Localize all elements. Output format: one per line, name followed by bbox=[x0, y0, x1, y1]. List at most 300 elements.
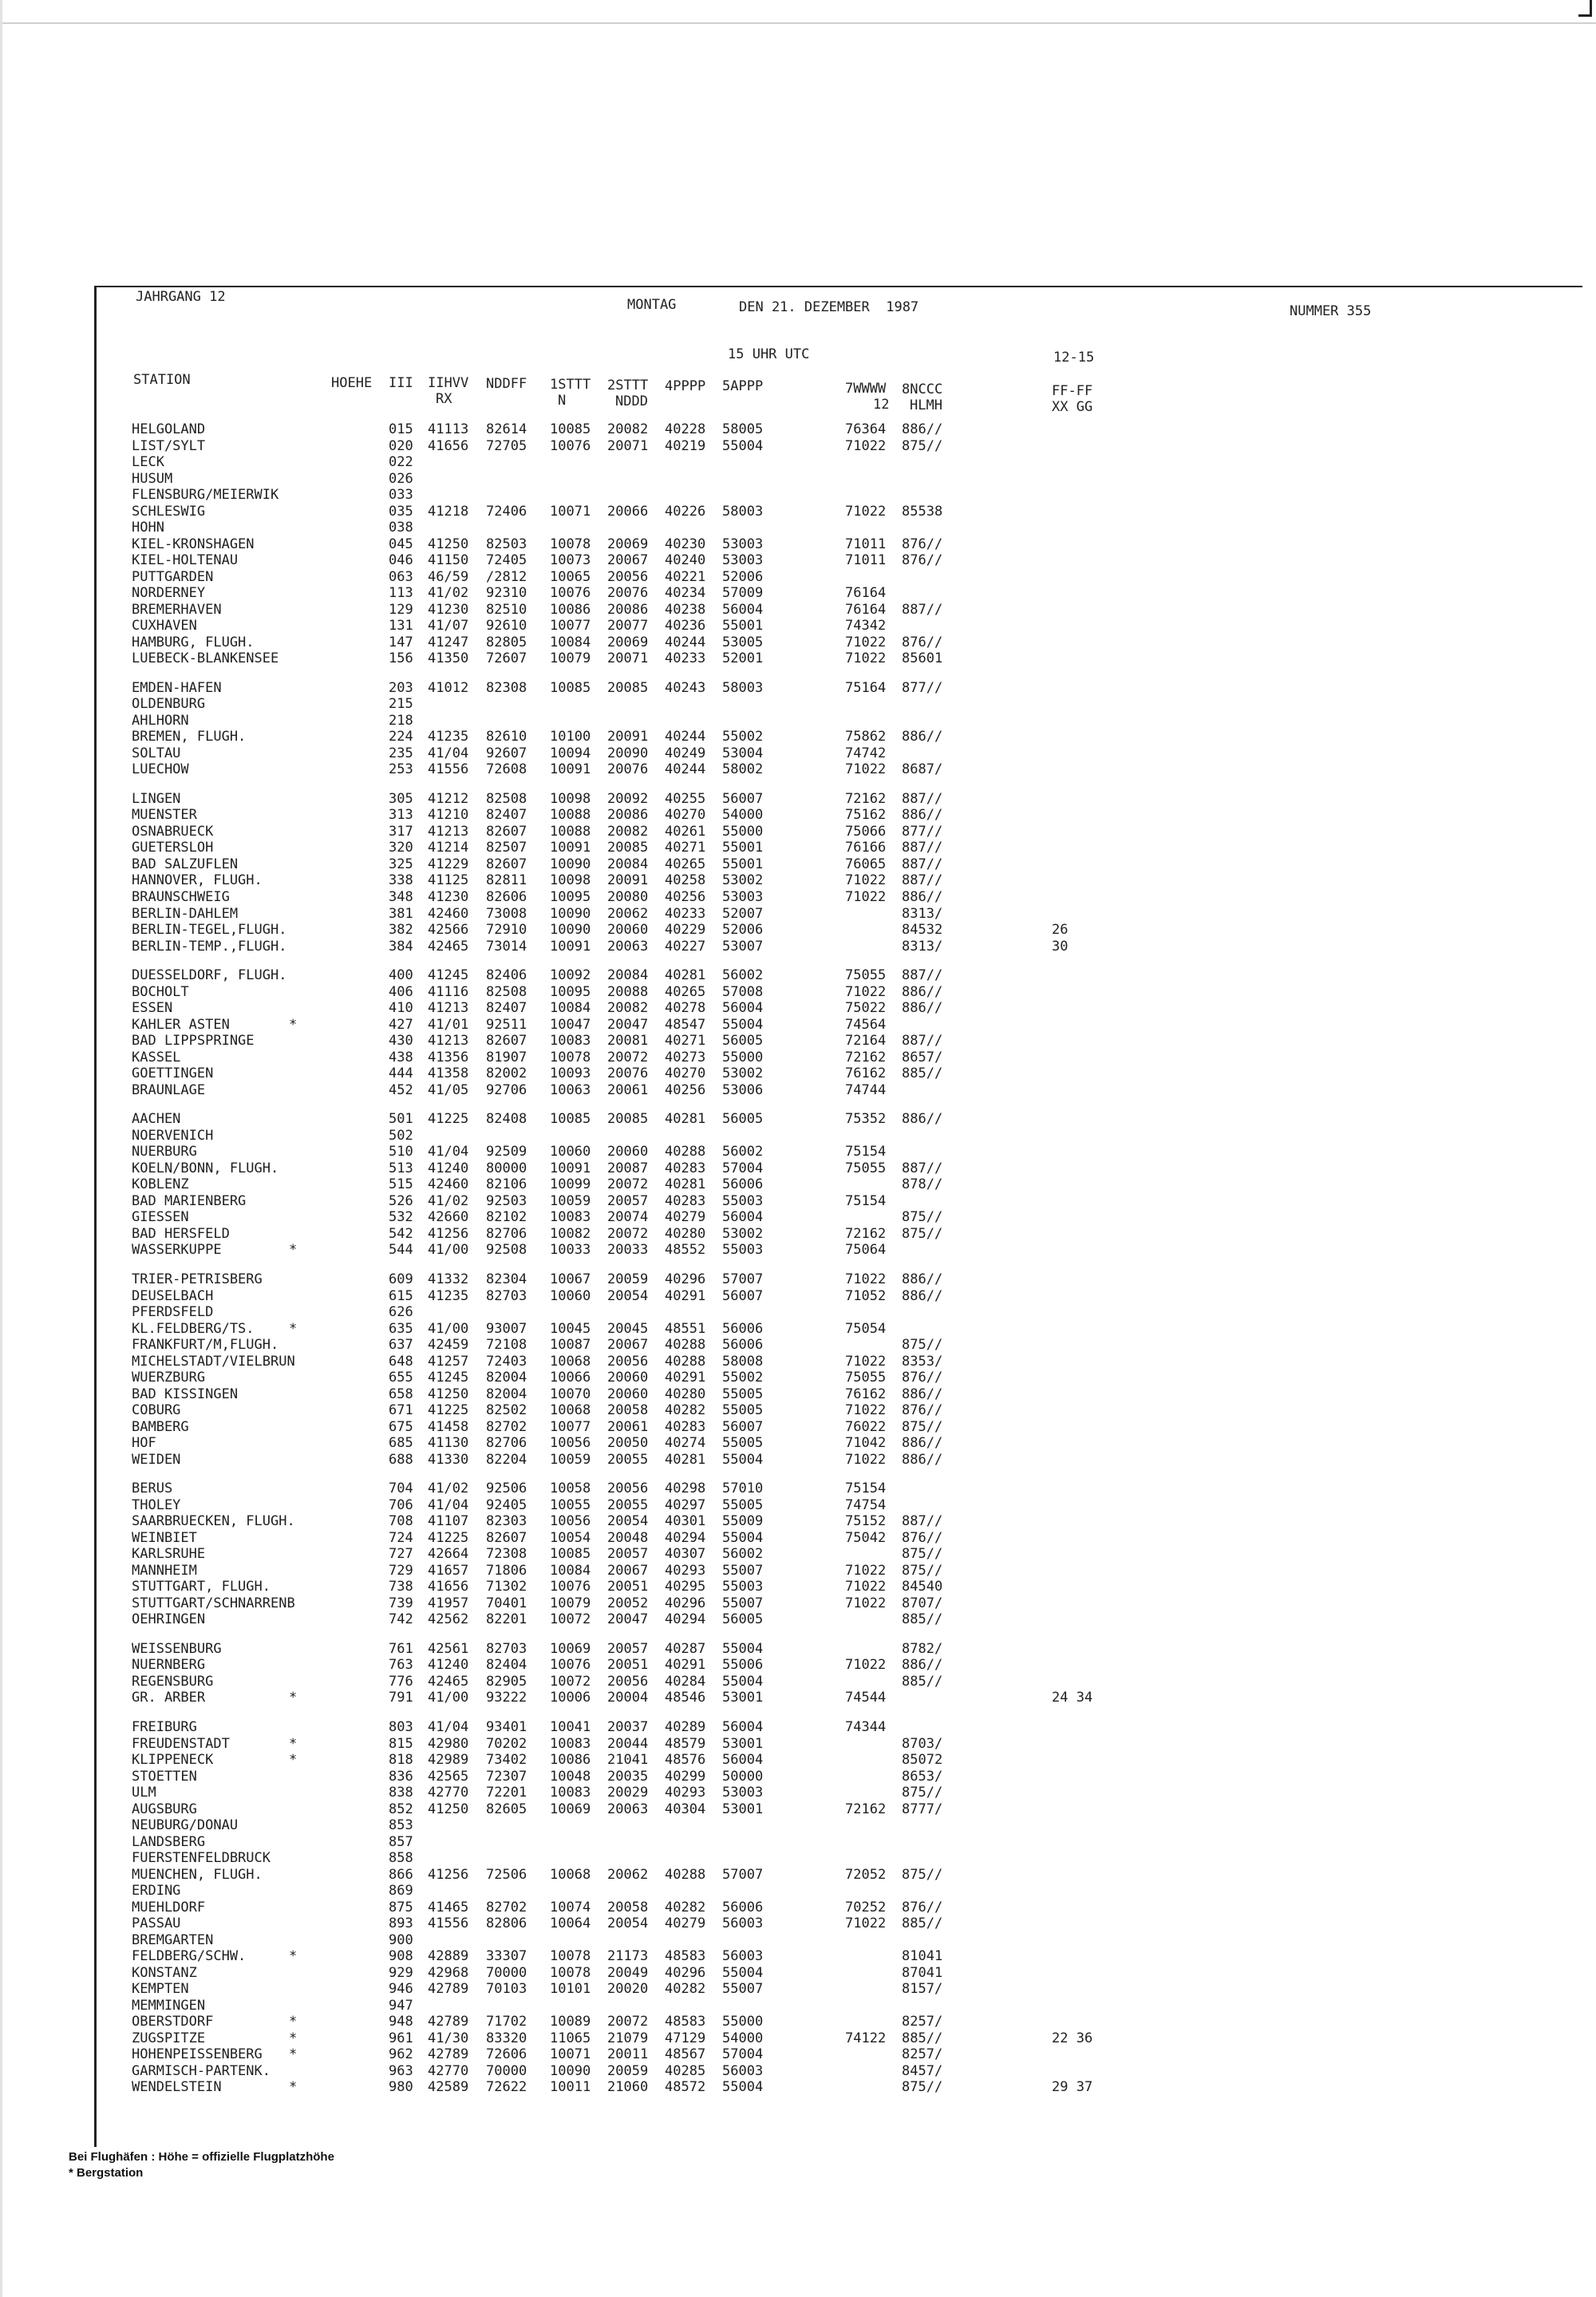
pressure-group: 40291 bbox=[665, 1370, 706, 1386]
col-4pppp: 4PPPP bbox=[665, 378, 706, 394]
temperature-group: 10083 bbox=[550, 1785, 591, 1801]
iihvv-group: 41/00 bbox=[428, 1690, 469, 1706]
dewpoint-group: 20082 bbox=[607, 1000, 649, 1017]
station-name: FLENSBURG/MEIERWIK bbox=[132, 487, 279, 504]
col-8nccc-hlmh: HLMH bbox=[910, 397, 942, 413]
station-name: KEMPTEN bbox=[132, 1981, 189, 1998]
weather-group: 72162 bbox=[845, 790, 887, 807]
temperature-group: 10055 bbox=[550, 1496, 591, 1513]
cloud-group: 84532 bbox=[902, 922, 943, 938]
nddff-group: 92706 bbox=[486, 1081, 527, 1098]
temperature-group: 10083 bbox=[550, 1033, 591, 1050]
nddff-group: 72608 bbox=[486, 761, 527, 778]
cloud-group: 886// bbox=[902, 1111, 943, 1128]
date-label: DEN 21. DEZEMBER 1987 bbox=[739, 299, 919, 315]
tendency-group: 55004 bbox=[722, 1673, 764, 1690]
nddff-group: 72606 bbox=[486, 2046, 527, 2063]
temperature-group: 10090 bbox=[550, 922, 591, 938]
mountain-marker: * bbox=[289, 1016, 298, 1033]
table-frame bbox=[94, 286, 1582, 2147]
dewpoint-group: 20011 bbox=[607, 2046, 649, 2063]
station-index: 026 bbox=[389, 470, 413, 487]
nddff-group: 82706 bbox=[486, 1225, 527, 1242]
nddff-group: 92506 bbox=[486, 1481, 527, 1497]
nddff-group: 82811 bbox=[486, 872, 527, 889]
pressure-group: 40280 bbox=[665, 1386, 706, 1402]
iihvv-group: 41/04 bbox=[428, 1719, 469, 1736]
cloud-group: 875// bbox=[902, 1209, 943, 1226]
temperature-group: 10092 bbox=[550, 967, 591, 984]
dewpoint-group: 20067 bbox=[607, 1562, 649, 1579]
temperature-group: 10084 bbox=[550, 634, 591, 650]
dewpoint-group: 20087 bbox=[607, 1160, 649, 1176]
dewpoint-group: 20092 bbox=[607, 790, 649, 807]
temperature-group: 10048 bbox=[550, 1768, 591, 1785]
mountain-marker: * bbox=[289, 1690, 298, 1706]
tendency-group: 55002 bbox=[722, 729, 764, 745]
nddff-group: 82002 bbox=[486, 1065, 527, 1082]
station-name: LINGEN bbox=[132, 790, 181, 807]
temperature-group: 10060 bbox=[550, 1287, 591, 1304]
station-name: BOCHOLT bbox=[132, 983, 189, 1000]
nddff-group: 82607 bbox=[486, 1033, 527, 1050]
iihvv-group: 42889 bbox=[428, 1948, 469, 1965]
station-index: 776 bbox=[389, 1673, 413, 1690]
cloud-group: 875// bbox=[902, 437, 943, 454]
nddff-group: 92405 bbox=[486, 1496, 527, 1513]
station-name: MUENSTER bbox=[132, 807, 197, 824]
station-index: 635 bbox=[389, 1320, 413, 1337]
station-name: KOELN/BONN, FLUGH. bbox=[132, 1160, 279, 1176]
iihvv-group: 41656 bbox=[428, 437, 469, 454]
dewpoint-group: 20060 bbox=[607, 1386, 649, 1402]
iihvv-group: 42660 bbox=[428, 1209, 469, 1226]
pressure-group: 40291 bbox=[665, 1287, 706, 1304]
iihvv-group: 41116 bbox=[428, 983, 469, 1000]
temperature-group: 11065 bbox=[550, 2030, 591, 2046]
pressure-group: 40265 bbox=[665, 856, 706, 872]
station-name: KAHLER ASTEN bbox=[132, 1016, 230, 1033]
dewpoint-group: 20054 bbox=[607, 1915, 649, 1932]
station-name: KIEL-KRONSHAGEN bbox=[132, 536, 255, 552]
station-index: 384 bbox=[389, 938, 413, 955]
iihvv-group: 41356 bbox=[428, 1049, 469, 1065]
station-name: ESSEN bbox=[132, 1000, 173, 1017]
station-name: NUERBURG bbox=[132, 1144, 197, 1160]
cloud-group: 8353/ bbox=[902, 1353, 943, 1370]
station-index: 430 bbox=[389, 1033, 413, 1050]
station-name: HAMBURG, FLUGH. bbox=[132, 634, 255, 650]
cloud-group: 886// bbox=[902, 1657, 943, 1674]
tendency-group: 53002 bbox=[722, 872, 764, 889]
temperature-group: 10059 bbox=[550, 1192, 591, 1209]
dewpoint-group: 20047 bbox=[607, 1016, 649, 1033]
temperature-group: 10054 bbox=[550, 1529, 591, 1546]
station-index: 313 bbox=[389, 807, 413, 824]
station-name: WEINBIET bbox=[132, 1529, 197, 1546]
iihvv-group: 41218 bbox=[428, 503, 469, 520]
station-index: 946 bbox=[389, 1981, 413, 1998]
dewpoint-group: 20084 bbox=[607, 856, 649, 872]
station-index: 224 bbox=[389, 729, 413, 745]
dewpoint-group: 20020 bbox=[607, 1981, 649, 1998]
station-index: 035 bbox=[389, 503, 413, 520]
station-name: THOLEY bbox=[132, 1496, 181, 1513]
iihvv-group: 41458 bbox=[428, 1418, 469, 1435]
nddff-group: 81907 bbox=[486, 1049, 527, 1065]
station-name: WASSERKUPPE bbox=[132, 1242, 222, 1259]
station-name: AUGSBURG bbox=[132, 1801, 197, 1817]
pressure-group: 40293 bbox=[665, 1562, 706, 1579]
scan-edge-left bbox=[0, 0, 2, 2297]
nddff-group: 82607 bbox=[486, 1529, 527, 1546]
tendency-group: 55006 bbox=[722, 1657, 764, 1674]
pressure-group: 40288 bbox=[665, 1337, 706, 1354]
nddff-group: 82404 bbox=[486, 1657, 527, 1674]
iihvv-group: 41225 bbox=[428, 1111, 469, 1128]
station-name: BERLIN-TEGEL,FLUGH. bbox=[132, 922, 287, 938]
station-name: KASSEL bbox=[132, 1049, 181, 1065]
dewpoint-group: 20037 bbox=[607, 1719, 649, 1736]
pressure-group: 40279 bbox=[665, 1915, 706, 1932]
station-name: SAARBRUECKEN, FLUGH. bbox=[132, 1513, 295, 1530]
dewpoint-group: 20004 bbox=[607, 1690, 649, 1706]
station-name: OSNABRUECK bbox=[132, 823, 214, 840]
dewpoint-group: 20066 bbox=[607, 503, 649, 520]
station-name: MANNHEIM bbox=[132, 1562, 197, 1579]
temperature-group: 10076 bbox=[550, 585, 591, 602]
iihvv-group: 41556 bbox=[428, 1915, 469, 1932]
nddff-group: 82503 bbox=[486, 536, 527, 552]
tendency-group: 56002 bbox=[722, 967, 764, 984]
temperature-group: 10088 bbox=[550, 823, 591, 840]
dewpoint-group: 20062 bbox=[607, 905, 649, 922]
tendency-group: 53001 bbox=[722, 1801, 764, 1817]
dewpoint-group: 21041 bbox=[607, 1752, 649, 1769]
cloud-group: 84540 bbox=[902, 1579, 943, 1595]
temperature-group: 10058 bbox=[550, 1481, 591, 1497]
weather-group: 75066 bbox=[845, 823, 887, 840]
station-name: NORDERNEY bbox=[132, 585, 206, 602]
station-index: 444 bbox=[389, 1065, 413, 1082]
temperature-group: 10073 bbox=[550, 552, 591, 569]
cloud-group: 887// bbox=[902, 840, 943, 856]
temperature-group: 10006 bbox=[550, 1690, 591, 1706]
cloud-group: 886// bbox=[902, 807, 943, 824]
nddff-group: 72108 bbox=[486, 1337, 527, 1354]
iihvv-group: 41240 bbox=[428, 1160, 469, 1176]
station-name: REGENSBURG bbox=[132, 1673, 214, 1690]
iihvv-group: 42770 bbox=[428, 1785, 469, 1801]
weather-group: 72164 bbox=[845, 1033, 887, 1050]
iihvv-group: 41656 bbox=[428, 1579, 469, 1595]
weather-group: 71022 bbox=[845, 1353, 887, 1370]
dewpoint-group: 20050 bbox=[607, 1435, 649, 1452]
temperature-group: 10077 bbox=[550, 1418, 591, 1435]
station-name: KARLSRUHE bbox=[132, 1546, 206, 1563]
station-name: GOETTINGEN bbox=[132, 1065, 214, 1082]
station-index: 836 bbox=[389, 1768, 413, 1785]
pressure-group: 40258 bbox=[665, 872, 706, 889]
temperature-group: 10098 bbox=[550, 872, 591, 889]
cloud-group: 87041 bbox=[902, 1964, 943, 1981]
station-index: 761 bbox=[389, 1640, 413, 1657]
pressure-group: 48552 bbox=[665, 1242, 706, 1259]
iihvv-group: 42465 bbox=[428, 938, 469, 955]
station-index: 515 bbox=[389, 1176, 413, 1193]
pressure-group: 40229 bbox=[665, 922, 706, 938]
temperature-group: 10066 bbox=[550, 1370, 591, 1386]
iihvv-group: 41212 bbox=[428, 790, 469, 807]
pressure-group: 40296 bbox=[665, 1964, 706, 1981]
station-index: 113 bbox=[389, 585, 413, 602]
tendency-group: 58005 bbox=[722, 421, 764, 437]
pressure-group: 48583 bbox=[665, 2014, 706, 2030]
weather-group: 75152 bbox=[845, 1513, 887, 1530]
nddff-group: 82510 bbox=[486, 601, 527, 618]
pressure-group: 40281 bbox=[665, 967, 706, 984]
pressure-group: 40228 bbox=[665, 421, 706, 437]
weather-group: 72162 bbox=[845, 1801, 887, 1817]
cloud-group: 876// bbox=[902, 1529, 943, 1546]
station-name: STUTTGART/SCHNARRENB bbox=[132, 1595, 295, 1611]
mountain-marker: * bbox=[289, 1948, 298, 1965]
temperature-group: 10091 bbox=[550, 938, 591, 955]
station-name: MUENCHEN, FLUGH. bbox=[132, 1866, 263, 1883]
station-name: NUERNBERG bbox=[132, 1657, 206, 1674]
dewpoint-group: 20061 bbox=[607, 1081, 649, 1098]
dewpoint-group: 20054 bbox=[607, 1513, 649, 1530]
station-name: GUETERSLOH bbox=[132, 840, 214, 856]
tendency-group: 55007 bbox=[722, 1981, 764, 1998]
station-name: OEHRINGEN bbox=[132, 1611, 206, 1628]
dewpoint-group: 21173 bbox=[607, 1948, 649, 1965]
pressure-group: 40233 bbox=[665, 905, 706, 922]
tendency-group: 56005 bbox=[722, 1033, 764, 1050]
temperature-group: 10063 bbox=[550, 1081, 591, 1098]
weekday-label: MONTAG bbox=[627, 297, 677, 313]
weather-group: 76162 bbox=[845, 1386, 887, 1402]
station-name: AHLHORN bbox=[132, 712, 189, 729]
temperature-group: 10090 bbox=[550, 905, 591, 922]
weather-group: 71011 bbox=[845, 536, 887, 552]
temperature-group: 10078 bbox=[550, 1948, 591, 1965]
gust-period: 12-15 bbox=[1053, 350, 1095, 366]
gust-group: 24 34 bbox=[1052, 1690, 1093, 1706]
temperature-group: 10085 bbox=[550, 1546, 591, 1563]
col-2sttt-nddd: NDDD bbox=[615, 393, 648, 409]
station-index: 022 bbox=[389, 454, 413, 471]
tendency-group: 55005 bbox=[722, 1435, 764, 1452]
station-index: 218 bbox=[389, 712, 413, 729]
temperature-group: 10090 bbox=[550, 856, 591, 872]
observation-time: 15 UHR UTC bbox=[728, 346, 810, 362]
weather-group: 75055 bbox=[845, 1370, 887, 1386]
nddff-group: 82508 bbox=[486, 983, 527, 1000]
tendency-group: 56002 bbox=[722, 1144, 764, 1160]
nddff-group: 82610 bbox=[486, 729, 527, 745]
weather-group: 71022 bbox=[845, 650, 887, 667]
pressure-group: 40289 bbox=[665, 1719, 706, 1736]
tendency-group: 55004 bbox=[722, 1529, 764, 1546]
pressure-group: 48551 bbox=[665, 1320, 706, 1337]
tendency-group: 53003 bbox=[722, 888, 764, 905]
iihvv-group: 41/07 bbox=[428, 618, 469, 635]
station-index: 791 bbox=[389, 1690, 413, 1706]
iihvv-group: 41247 bbox=[428, 634, 469, 650]
pressure-group: 40283 bbox=[665, 1418, 706, 1435]
col-8nccc: 8NCCC bbox=[902, 382, 943, 397]
temperature-group: 10078 bbox=[550, 536, 591, 552]
station-index: 739 bbox=[389, 1595, 413, 1611]
station-index: 658 bbox=[389, 1386, 413, 1402]
issue-number: NUMMER 355 bbox=[1290, 303, 1372, 319]
dewpoint-group: 20088 bbox=[607, 983, 649, 1000]
pressure-group: 48583 bbox=[665, 1948, 706, 1965]
station-index: 648 bbox=[389, 1353, 413, 1370]
iihvv-group: 41/05 bbox=[428, 1081, 469, 1098]
iihvv-group: 42968 bbox=[428, 1964, 469, 1981]
cloud-group: 876// bbox=[902, 1899, 943, 1915]
station-name: DUESSELDORF, FLUGH. bbox=[132, 967, 287, 984]
nddff-group: 72308 bbox=[486, 1546, 527, 1563]
station-index: 406 bbox=[389, 983, 413, 1000]
iihvv-group: 41230 bbox=[428, 888, 469, 905]
tendency-group: 53003 bbox=[722, 536, 764, 552]
weather-group: 75054 bbox=[845, 1320, 887, 1337]
cloud-group: 886// bbox=[902, 1000, 943, 1017]
tendency-group: 52001 bbox=[722, 650, 764, 667]
nddff-group: 73008 bbox=[486, 905, 527, 922]
nddff-group: 82702 bbox=[486, 1418, 527, 1435]
tendency-group: 55007 bbox=[722, 1595, 764, 1611]
temperature-group: 10101 bbox=[550, 1981, 591, 1998]
station-index: 671 bbox=[389, 1402, 413, 1419]
station-index: 020 bbox=[389, 437, 413, 454]
pressure-group: 40297 bbox=[665, 1496, 706, 1513]
col-iii: III bbox=[389, 375, 413, 391]
nddff-group: 82407 bbox=[486, 1000, 527, 1017]
weather-group: 71022 bbox=[845, 1562, 887, 1579]
station-index: 038 bbox=[389, 520, 413, 536]
nddff-group: 82201 bbox=[486, 1611, 527, 1628]
pressure-group: 40293 bbox=[665, 1785, 706, 1801]
tendency-group: 57004 bbox=[722, 1160, 764, 1176]
weather-group: 76166 bbox=[845, 840, 887, 856]
tendency-group: 56006 bbox=[722, 1176, 764, 1193]
nddff-group: 83320 bbox=[486, 2030, 527, 2046]
weather-group: 74122 bbox=[845, 2030, 887, 2046]
pressure-group: 40281 bbox=[665, 1176, 706, 1193]
dewpoint-group: 20061 bbox=[607, 1418, 649, 1435]
station-name: HOF bbox=[132, 1435, 156, 1452]
pressure-group: 40301 bbox=[665, 1513, 706, 1530]
station-name: PUTTGARDEN bbox=[132, 568, 214, 585]
temperature-group: 10076 bbox=[550, 1579, 591, 1595]
nddff-group: 82806 bbox=[486, 1915, 527, 1932]
station-index: 147 bbox=[389, 634, 413, 650]
station-index: 685 bbox=[389, 1435, 413, 1452]
iihvv-group: 46/59 bbox=[428, 568, 469, 585]
weather-group: 71022 bbox=[845, 1595, 887, 1611]
tendency-group: 55005 bbox=[722, 1402, 764, 1419]
pressure-group: 40281 bbox=[665, 1111, 706, 1128]
nddff-group: 82706 bbox=[486, 1435, 527, 1452]
cloud-group: 886// bbox=[902, 421, 943, 437]
iihvv-group: 41245 bbox=[428, 1370, 469, 1386]
cloud-group: 85601 bbox=[902, 650, 943, 667]
pressure-group: 40233 bbox=[665, 650, 706, 667]
temperature-group: 10068 bbox=[550, 1353, 591, 1370]
temperature-group: 10078 bbox=[550, 1964, 591, 1981]
mountain-marker: * bbox=[289, 2079, 298, 2096]
tendency-group: 57007 bbox=[722, 1271, 764, 1288]
tendency-group: 55000 bbox=[722, 1049, 764, 1065]
temperature-group: 10090 bbox=[550, 2062, 591, 2079]
iihvv-group: 41332 bbox=[428, 1271, 469, 1288]
tendency-group: 55005 bbox=[722, 1496, 764, 1513]
tendency-group: 56005 bbox=[722, 1611, 764, 1628]
pressure-group: 40244 bbox=[665, 761, 706, 778]
pressure-group: 48572 bbox=[665, 2079, 706, 2096]
temperature-group: 10091 bbox=[550, 761, 591, 778]
temperature-group: 10060 bbox=[550, 1144, 591, 1160]
nddff-group: 72910 bbox=[486, 922, 527, 938]
tendency-group: 55004 bbox=[722, 1451, 764, 1468]
cloud-group: 887// bbox=[902, 967, 943, 984]
station-index: 156 bbox=[389, 650, 413, 667]
station-index: 803 bbox=[389, 1719, 413, 1736]
iihvv-group: 42565 bbox=[428, 1768, 469, 1785]
station-index: 655 bbox=[389, 1370, 413, 1386]
weather-group: 71022 bbox=[845, 437, 887, 454]
station-index: 609 bbox=[389, 1271, 413, 1288]
temperature-group: 10084 bbox=[550, 1562, 591, 1579]
station-index: 948 bbox=[389, 2014, 413, 2030]
cloud-group: 886// bbox=[902, 1386, 943, 1402]
nddff-group: 82502 bbox=[486, 1402, 527, 1419]
mountain-marker: * bbox=[289, 1752, 298, 1769]
temperature-group: 10011 bbox=[550, 2079, 591, 2096]
col-iihvv: IIHVV bbox=[428, 375, 469, 391]
cloud-group: 886// bbox=[902, 1287, 943, 1304]
dewpoint-group: 20067 bbox=[607, 552, 649, 569]
tendency-group: 58008 bbox=[722, 1353, 764, 1370]
station-index: 815 bbox=[389, 1735, 413, 1752]
tendency-group: 55001 bbox=[722, 618, 764, 635]
dewpoint-group: 20085 bbox=[607, 1111, 649, 1128]
iihvv-group: 41/02 bbox=[428, 585, 469, 602]
nddff-group: 93007 bbox=[486, 1320, 527, 1337]
tendency-group: 53004 bbox=[722, 745, 764, 761]
pressure-group: 40265 bbox=[665, 983, 706, 1000]
station-name: NEUBURG/DONAU bbox=[132, 1817, 239, 1834]
cloud-group: 875// bbox=[902, 2079, 943, 2096]
nddff-group: 72506 bbox=[486, 1866, 527, 1883]
station-index: 510 bbox=[389, 1144, 413, 1160]
iihvv-group: 41113 bbox=[428, 421, 469, 437]
nddff-group: 82303 bbox=[486, 1513, 527, 1530]
cloud-group: 876// bbox=[902, 634, 943, 650]
dewpoint-group: 20074 bbox=[607, 1209, 649, 1226]
col-2sttt: 2STTT bbox=[607, 378, 649, 393]
station-name: MEMMINGEN bbox=[132, 1997, 206, 2014]
weather-group: 71022 bbox=[845, 1451, 887, 1468]
station-name: BERUS bbox=[132, 1481, 173, 1497]
tendency-group: 58002 bbox=[722, 761, 764, 778]
station-index: 866 bbox=[389, 1866, 413, 1883]
station-index: 729 bbox=[389, 1562, 413, 1579]
